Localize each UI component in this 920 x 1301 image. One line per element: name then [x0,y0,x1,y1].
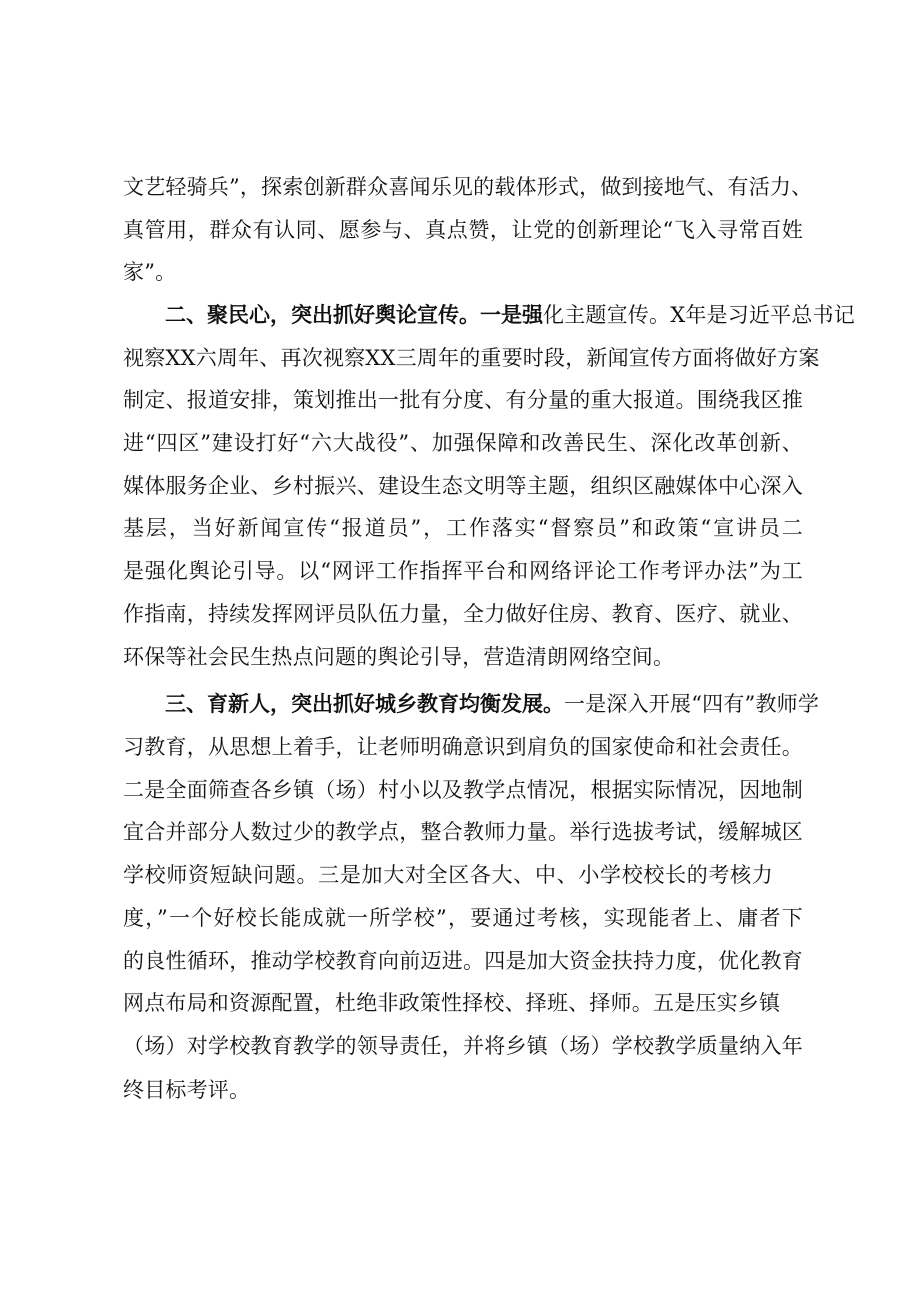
paragraph-3-line-8: 网点布局和资源配置，杜绝非政策性择校、择班、择师。五是压实乡镇 [123,991,781,1015]
paragraph-3-line-9: （场）对学校教育教学的领导责任，并将乡镇（场）学校教学质量纳入年 [123,1034,803,1058]
paragraph-2-first-line-rest: 化主题宣传。X年是习近平总书记 [543,303,855,327]
paragraph-3-line-3: 二是全面筛查各乡镇（场）村小以及教学点情况，根据实际情况，因地制 [123,778,803,802]
paragraph-3-line-2: 习教育，从思想上着手，让老师明确意识到肩负的国家使命和社会责任。 [123,735,803,759]
paragraph-2-heading: 二、聚民心，突出抓好舆论宣传。一是强 [165,303,543,327]
paragraph-1-line-1: 文艺轻骑兵”，探索创新群众喜闻乐见的载体形式，做到接地气、有活力、 [123,175,813,199]
paragraph-3-line-7: 的良性循环，推动学校教育向前迈进。四是加大资金扶持力度，优化教育 [123,949,803,973]
paragraph-2-line-2: 视察XX六周年、再次视察XX三周年的重要时段，新闻宣传方面将做好方案 [123,346,820,370]
paragraph-2-line-6: 基层，当好新闻宣传“报道员”，工作落实“督察员”和政策“宣讲员二 [123,516,803,540]
paragraph-2-first-line [165,300,855,330]
paragraph-2-line-5: 媒体服务企业、乡村振兴、建设生态文明等主题，组织区融媒体中心深入 [123,474,803,498]
paragraph-3-first-line-rest: 一是深入开展“四有”教师学 [564,692,820,716]
paragraph-2-line-8: 作指南，持续发挥网评员队伍力量，全力做好住房、教育、医疗、就业、 [123,602,803,626]
paragraph-3-first-line [165,689,820,719]
paragraph-3-line-6: 度，”一个好校长能成就一所学校”，要通过考核，实现能者上、庸者下 [123,906,803,930]
paragraph-2-line-4: 进“四区”建设打好“六大战役”、加强保障和改善民生、深化改革创新、 [123,431,803,455]
paragraph-1-line-2: 真管用，群众有认同、愿参与、真点赞，让党的创新理论“飞入寻常百姓 [123,218,803,242]
paragraph-2-line-9: 环保等社会民生热点问题的舆论引导，营造清朗网络空间。 [123,645,675,669]
paragraph-2-line-3: 制定、报道安排，策划推出一批有分度、有分量的重大报道。围绕我区推 [123,388,803,412]
paragraph-3-heading: 三、育新人，突出抓好城乡教育均衡发展。 [165,692,564,716]
paragraph-3-line-4: 宜合并部分人数过少的教学点，整合教师力量。举行选拔考试，缓解城区 [123,820,803,844]
paragraph-1-line-3: 家”。 [123,260,177,284]
paragraph-3-line-10: 终目标考评。 [123,1078,251,1102]
paragraph-3-line-5: 学校师资短缺问题。三是加大对全区各大、中、小学校校长的考核力 [123,863,773,887]
paragraph-2-line-7: 是强化舆论引导。以“网评工作指挥平台和网络评论工作考评办法”为工 [123,559,803,583]
